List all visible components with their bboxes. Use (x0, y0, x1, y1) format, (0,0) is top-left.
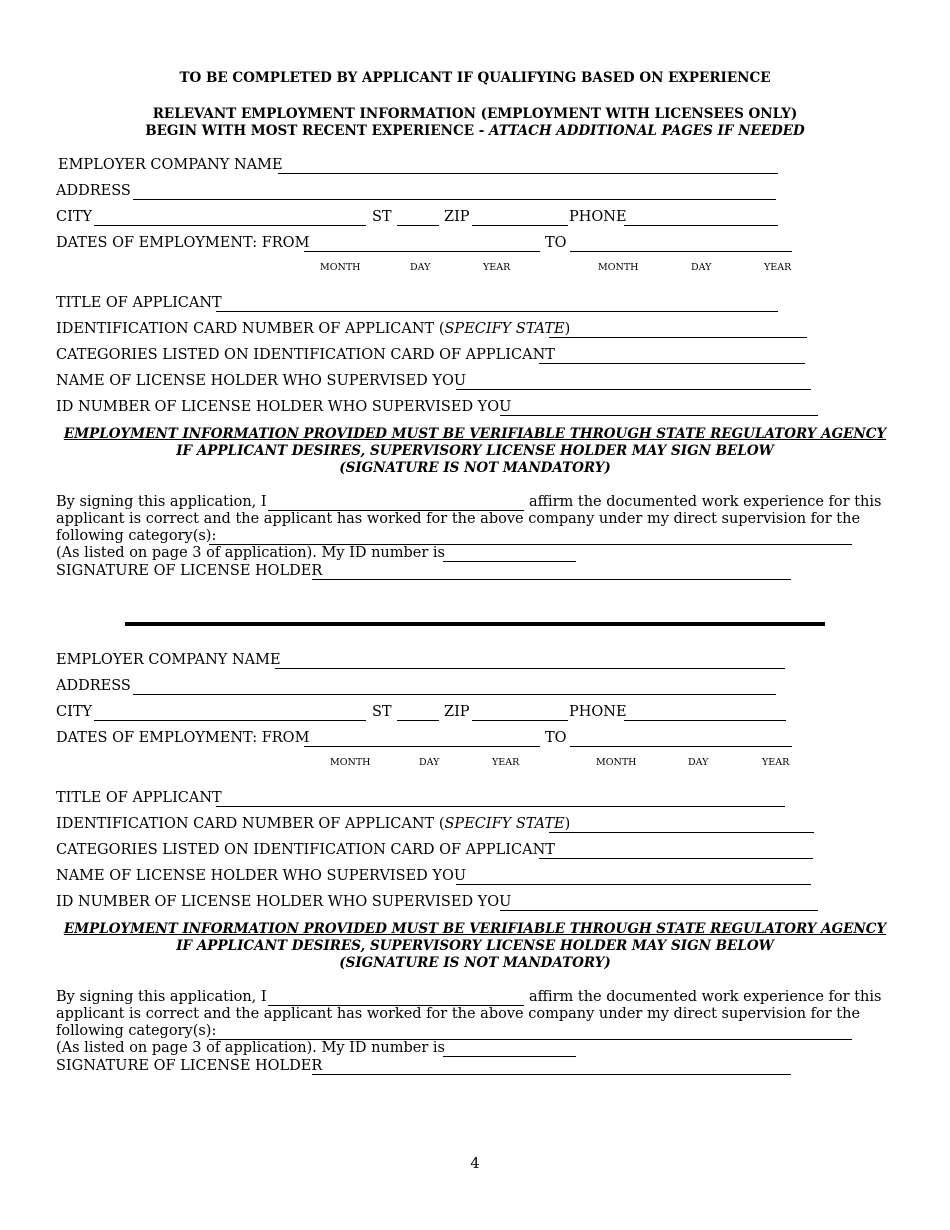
section-divider (125, 622, 825, 626)
employer-label: EMPLOYER COMPANY NAME (56, 652, 281, 668)
id-card-label-pre: IDENTIFICATION CARD NUMBER OF APPLICANT ( (56, 816, 445, 832)
st-field[interactable] (397, 225, 439, 226)
employer-field[interactable] (275, 668, 785, 669)
supervisor-name-field[interactable] (456, 389, 811, 390)
id-card-field[interactable] (549, 832, 814, 833)
date-from-field[interactable] (304, 251, 540, 252)
following-category-label: following category(s): (56, 1023, 217, 1039)
following-category-label: following category(s): (56, 528, 217, 544)
instruction-bold: BEGIN WITH MOST RECENT EXPERIENCE - (145, 123, 490, 139)
by-signing-text: By signing this application, I (56, 494, 267, 510)
month-caption: MONTH (330, 757, 371, 768)
to-label: TO (545, 235, 567, 251)
id-card-label-post: ) (564, 321, 571, 337)
id-card-label-post: ) (564, 816, 571, 832)
phone-label: PHONE (569, 704, 627, 720)
city-label: CITY (56, 209, 93, 225)
page-number: 4 (470, 1156, 480, 1172)
listed-text: (As listed on page 3 of application). My ID number is (56, 545, 445, 561)
employer-field[interactable] (278, 173, 778, 174)
categories-label: CATEGORIES LISTED ON IDENTIFICATION CARD OF APPLICANT (56, 347, 555, 363)
affirm-text: affirm the documented work experience for this (529, 494, 882, 510)
phone-label: PHONE (569, 209, 627, 225)
my-id-field[interactable] (443, 1056, 576, 1057)
supervisor-id-label: ID NUMBER OF LICENSE HOLDER WHO SUPERVISED YOU (56, 399, 512, 415)
supervisor-id-label: ID NUMBER OF LICENSE HOLDER WHO SUPERVISED YOU (56, 894, 512, 910)
month-caption: MONTH (596, 757, 637, 768)
supervisor-name-label: NAME OF LICENSE HOLDER WHO SUPERVISED YOU (56, 868, 467, 884)
st-label: ST (372, 704, 392, 720)
listed-text: (As listed on page 3 of application). My ID number is (56, 1040, 445, 1056)
instruction-italic: ATTACH ADDITIONAL PAGES IF NEEDED (489, 123, 805, 139)
signature-field[interactable] (312, 579, 791, 580)
form-instruction (0, 123, 950, 139)
phone-field[interactable] (624, 225, 778, 226)
sign-notice: IF APPLICANT DESIRES, SUPERVISORY LICENSE HOLDER MAY SIGN BELOW (176, 938, 774, 954)
employer-label: EMPLOYER COMPANY NAME (58, 157, 283, 173)
phone-field[interactable] (624, 720, 786, 721)
day-caption: DAY (410, 262, 431, 273)
title-applicant-label: TITLE OF APPLICANT (56, 790, 222, 806)
day-caption: DAY (688, 757, 709, 768)
city-field[interactable] (94, 225, 366, 226)
categories-field[interactable] (539, 363, 805, 364)
id-card-label-pre: IDENTIFICATION CARD NUMBER OF APPLICANT ( (56, 321, 445, 337)
signature-not-mandatory: (SIGNATURE IS NOT MANDATORY) (339, 955, 611, 971)
date-to-field[interactable] (570, 251, 792, 252)
date-to-field[interactable] (570, 746, 792, 747)
year-caption: YEAR (762, 757, 790, 768)
categories-field[interactable] (539, 858, 813, 859)
city-label: CITY (56, 704, 93, 720)
to-label: TO (545, 730, 567, 746)
id-card-field[interactable] (549, 337, 807, 338)
supervisor-id-field[interactable] (500, 415, 818, 416)
zip-label: ZIP (444, 704, 470, 720)
title-applicant-field[interactable] (216, 311, 778, 312)
affirm-line-2: applicant is correct and the applicant has worked for the above company under my direct supervision for the (56, 511, 861, 527)
title-applicant-label: TITLE OF APPLICANT (56, 295, 222, 311)
form-heading: TO BE COMPLETED BY APPLICANT IF QUALIFYING BASED ON EXPERIENCE (179, 70, 771, 86)
zip-field[interactable] (472, 225, 568, 226)
dates-from-label: DATES OF EMPLOYMENT: FROM (56, 235, 310, 251)
sign-notice: IF APPLICANT DESIRES, SUPERVISORY LICENSE HOLDER MAY SIGN BELOW (176, 443, 774, 459)
address-label: ADDRESS (56, 678, 131, 694)
city-field[interactable] (94, 720, 366, 721)
id-card-label (56, 816, 570, 832)
verification-notice: EMPLOYMENT INFORMATION PROVIDED MUST BE VERIFIABLE THROUGH STATE REGULATORY AGENCY (63, 426, 887, 442)
address-field[interactable] (133, 199, 776, 200)
by-signing-text: By signing this application, I (56, 989, 267, 1005)
zip-field[interactable] (472, 720, 568, 721)
signature-not-mandatory: (SIGNATURE IS NOT MANDATORY) (339, 460, 611, 476)
date-from-field[interactable] (304, 746, 540, 747)
title-applicant-field[interactable] (216, 806, 785, 807)
verification-notice: EMPLOYMENT INFORMATION PROVIDED MUST BE VERIFIABLE THROUGH STATE REGULATORY AGENCY (63, 921, 887, 937)
signature-label: SIGNATURE OF LICENSE HOLDER (56, 563, 323, 579)
supervisor-name-label: NAME OF LICENSE HOLDER WHO SUPERVISED YOU (56, 373, 467, 389)
id-card-label (56, 321, 570, 337)
dates-from-label: DATES OF EMPLOYMENT: FROM (56, 730, 310, 746)
year-caption: YEAR (492, 757, 520, 768)
st-field[interactable] (397, 720, 439, 721)
id-card-label-italic: SPECIFY STATE (444, 321, 565, 337)
year-caption: YEAR (483, 262, 511, 273)
year-caption: YEAR (764, 262, 792, 273)
day-caption: DAY (691, 262, 712, 273)
affirm-line-2: applicant is correct and the applicant has worked for the above company under my direct supervision for the (56, 1006, 861, 1022)
address-field[interactable] (133, 694, 776, 695)
signature-field[interactable] (312, 1074, 791, 1075)
supervisor-id-field[interactable] (500, 910, 818, 911)
id-card-label-italic: SPECIFY STATE (444, 816, 565, 832)
month-caption: MONTH (598, 262, 639, 273)
day-caption: DAY (419, 757, 440, 768)
my-id-field[interactable] (443, 561, 576, 562)
supervisor-name-field[interactable] (456, 884, 811, 885)
affirm-text: affirm the documented work experience for this (529, 989, 882, 1005)
month-caption: MONTH (320, 262, 361, 273)
signature-label: SIGNATURE OF LICENSE HOLDER (56, 1058, 323, 1074)
address-label: ADDRESS (56, 183, 131, 199)
st-label: ST (372, 209, 392, 225)
form-subheading: RELEVANT EMPLOYMENT INFORMATION (EMPLOYMENT WITH LICENSEES ONLY) (152, 106, 798, 122)
zip-label: ZIP (444, 209, 470, 225)
categories-label: CATEGORIES LISTED ON IDENTIFICATION CARD OF APPLICANT (56, 842, 555, 858)
